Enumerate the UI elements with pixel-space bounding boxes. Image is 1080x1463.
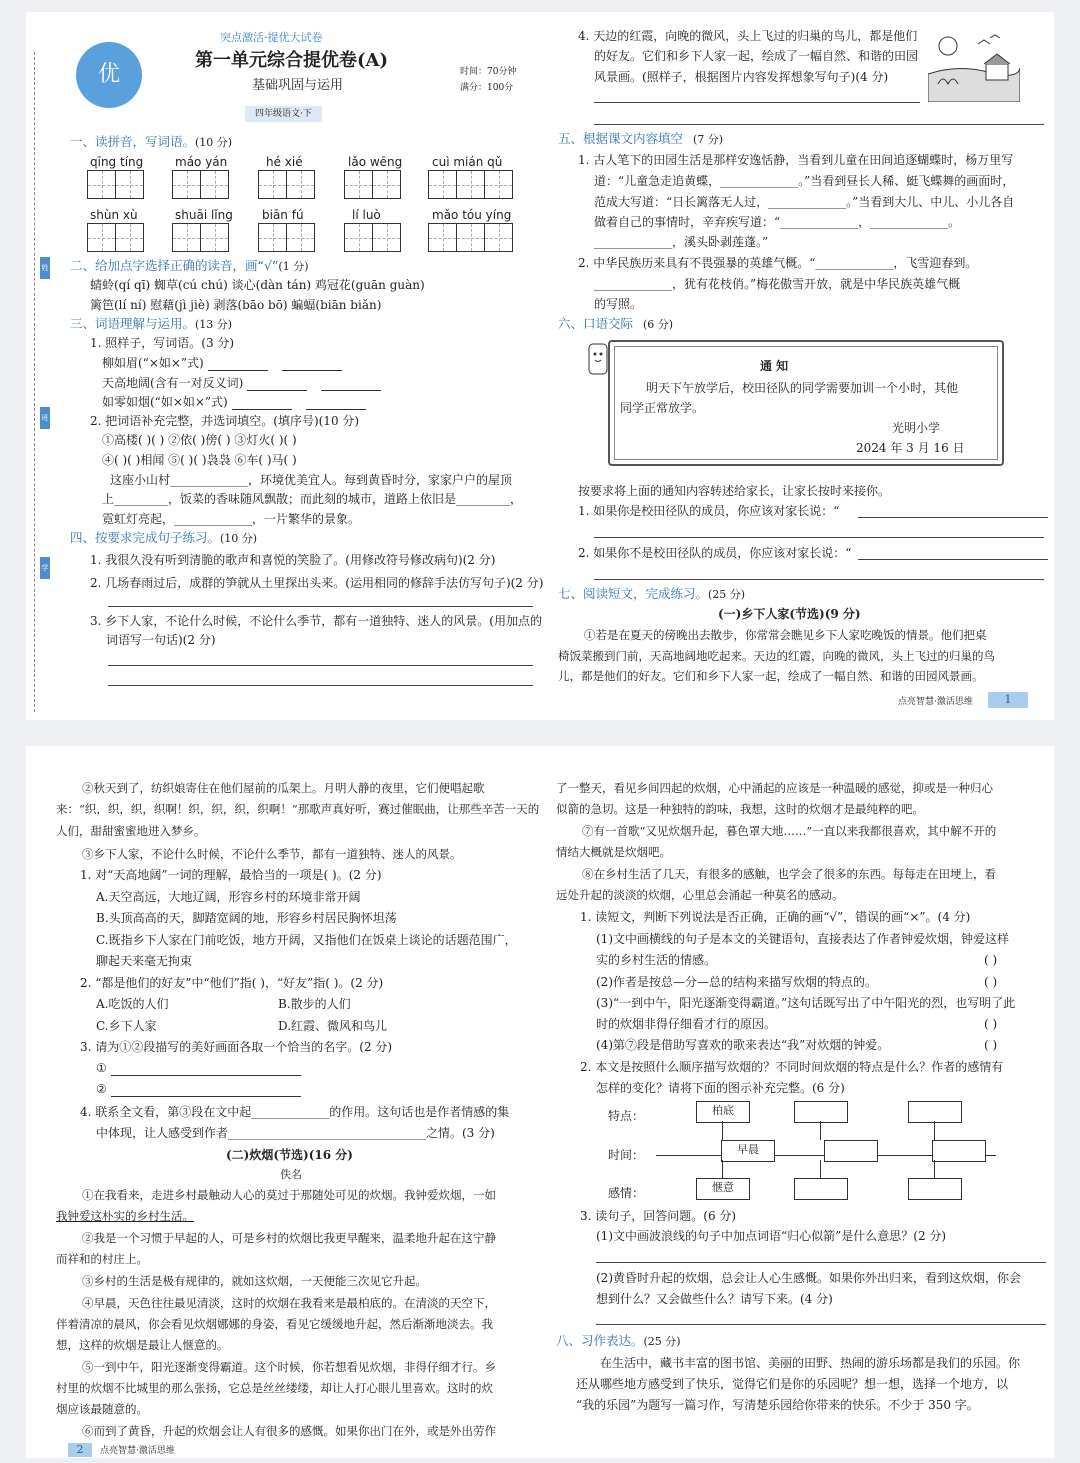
s4-q2: 2. 几场春雨过后，成群的笋就从土里探出头来。(运用相同的修辞手法仿写句子)(2 分): [90, 576, 544, 590]
p1-q4-line-2[interactable]: 中体现，让人感受到作者_________________________________之情。(3 分): [96, 1126, 495, 1140]
s4-q4: 4. 天边的红霞，向晚的微风，头上飞过的归巢的鸟儿，都是他们: [578, 29, 918, 43]
pinyin-1: qīng tíng: [90, 155, 144, 169]
answer-line[interactable]: [594, 579, 1044, 580]
side-tag-class: 班级: [40, 407, 50, 429]
header-badge: 突点激活·提优大试卷: [220, 31, 323, 44]
passage-2-b5-line-1: ⑤一到中午，阳光逐渐变得霸道。这个时候，你若想看见炊烟，非得仔细才行。乡: [82, 1360, 496, 1374]
answer-grid-3[interactable]: [258, 170, 314, 199]
s8-line-2: 还从哪些地方感受到了快乐，觉得它们是你的乐园呢？想一想，选择一个地方，以: [576, 1377, 1009, 1391]
p1-q1-option-b[interactable]: B.头顶高高的天，脚踏宽阔的地，形容乡村居民胸怀坦荡: [96, 911, 397, 925]
s3-q1a: 柳如眉(“×如×”式): [102, 355, 342, 371]
p1-q1-option-c-cont: 聊起天来毫无拘束: [96, 954, 193, 968]
diagram-box-blank[interactable]: [794, 1178, 848, 1200]
s3-q2c[interactable]: 这座小山村_____________，环境优美宜人。每到黄昏时分，家家户户的屋顶: [110, 473, 513, 487]
passage-1-p2-line-3: 人们，甜甜蜜蜜地进入梦乡。: [56, 824, 206, 838]
s5-line-7[interactable]: _____________，犹有花枝俏。”梅花傲雪开放，就是中华民族英雄气概: [594, 277, 961, 291]
passage-2-b6-line-3: 似箭的急切。这是一种独特的韵味，我想，这时的炊烟才是最纯粹的吧。: [556, 802, 924, 816]
answer-grid-6[interactable]: [87, 223, 143, 252]
passage-1-line-3: 儿，都是他们的好友。它们和乡下人家一起，绘成了一幅自然、和谐的田园风景画。: [558, 669, 984, 683]
exam-page-2: [26, 746, 1054, 1458]
p2-q1-item-2: (2)作者是按总—分—总的结构来描写炊烟的特点的。: [596, 975, 877, 989]
page-number: 1: [988, 692, 1028, 708]
p1-q2-option-a[interactable]: A.吃饭的人们: [96, 997, 169, 1011]
p2-q1: 1. 读短文，判断下列说法是否正确，正确的画“√”，错误的画“×”。(4 分): [580, 910, 971, 924]
diagram-label-time: 时间：: [608, 1148, 645, 1162]
passage-1-line-1: ①若是在夏天的傍晚出去散步，你常常会瞧见乡下人家吃晚饭的情景。他们把桌: [584, 628, 987, 642]
pinyin-7: shuāi lǐng: [175, 208, 233, 222]
passage-1-line-2: 椅饭菜搬到门前，天高地阔地吃起来。天边的红霞，向晚的微风，头上飞过的归巢的鸟: [558, 649, 995, 663]
diagram-label-feature: 特点：: [608, 1109, 645, 1123]
page2-left-column: [56, 746, 540, 1458]
judgement-blank[interactable]: ( ): [984, 1038, 998, 1052]
p2-q1-item-1: (1)文中画横线的句子是本文的关键语句，直接表达了作者钟爱炊烟，钟爱这样: [596, 932, 1010, 946]
pinyin-9: lí luò: [352, 208, 381, 222]
p1-q2: 2. “都是他们的好友”中“他们”指( )，“好友”指( )。(2 分): [80, 976, 384, 990]
diagram-box-feeling-1: 惬意: [696, 1178, 750, 1200]
countryside-illustration: [928, 24, 1020, 102]
s3-q2a[interactable]: ①高楼( )( ) ②依( )傍( ) ③灯火( )( ): [102, 433, 297, 447]
exam-score: 满分：100分: [460, 83, 514, 93]
s5-line-2[interactable]: 道：“儿童急走追黄蝶，_____________。”当看到昼长人稀、蜓飞蝶舞的画面时，: [594, 174, 1015, 188]
p1-q2-option-b[interactable]: B.散步的人们: [278, 997, 351, 1011]
passage-2-b6-line-2: 了一整天，看见乡间四起的炊烟，心中涌起的应该是一种温暖的感觉，抑或是一种归心: [556, 781, 993, 795]
passage-2-b2-line-1: ②我是一个习惯于早起的人，可是乡村的炊烟比我更早醒来，温柔地升起在这宁静: [82, 1231, 496, 1245]
s3-q1c: 如零如烟(“如×如×”式): [102, 394, 366, 410]
notice-sign: 光明小学: [892, 421, 941, 435]
passage-2-b5-line-2: 村里的炊烟不比城里的那么张扬，它总是丝丝缕缕，却让人打心眼儿里喜欢。这时的炊: [56, 1381, 493, 1395]
s4-q3b: 词语写一句话)(2 分): [106, 633, 216, 647]
p1-q1-option-a[interactable]: A.天空高远，大地辽阔，形容乡村的环境非常开阔: [96, 890, 361, 904]
section-3-heading: 三、词语理解与运用。(13 分): [70, 316, 233, 331]
page-title: 第一单元综合提优卷(A): [195, 50, 388, 71]
pinyin-6: shùn xù: [90, 208, 138, 222]
answer-grid-1[interactable]: [87, 170, 143, 199]
notice-body-2: 同学正常放学。: [620, 401, 705, 415]
answer-line[interactable]: [108, 665, 533, 666]
judgement-blank[interactable]: ( ): [984, 975, 998, 989]
diagram-box-blank[interactable]: [824, 1140, 878, 1162]
p1-q1: 1. 对“天高地阔”一词的理解，最恰当的一项是( )。(2 分): [80, 868, 382, 882]
s3-q2b[interactable]: ④( )( )相闻 ⑤( )( )袅袅 ⑥车( )马( ): [102, 453, 297, 467]
passage-2-title: (二)炊烟(节选)(16 分): [226, 1148, 353, 1162]
answer-line[interactable]: [594, 124, 1044, 125]
page-number: 2: [68, 1443, 92, 1457]
passage-2-b1-line-1: ①在我看来，走进乡村最触动人心的莫过于那随处可见的炊烟。我钟爱炊烟，一如: [82, 1188, 496, 1202]
diagram-box-blank[interactable]: [908, 1101, 962, 1123]
grade-tab: 四年级语文·下: [245, 106, 322, 122]
passage-2-b3: ③乡村的生活是极有规律的，就如这炊烟，一天便能三次见它升起。: [82, 1274, 427, 1288]
notice-date: 2024 年 3 月 16 日: [856, 441, 965, 455]
page1-left-column: [70, 12, 545, 720]
answer-line[interactable]: [858, 517, 1048, 518]
passage-2-b4-line-1: ④早晨，天色往往最见清淡，这时的炊烟在我看来是最柏底的。在清淡的天空下，: [82, 1296, 496, 1310]
section-2-heading: 二、给加点字选择正确的读音，画“√”(1 分): [70, 258, 309, 273]
answer-line[interactable]: [108, 685, 533, 686]
p1-q3-a[interactable]: ①: [96, 1060, 301, 1076]
p2-q1-item-3: (3)“一到中午，阳光逐渐变得霸道。”这句话既写出了中午阳光的烈，也写明了此: [596, 996, 1016, 1010]
section-8-heading: 八、习作表达。(25 分): [556, 1333, 681, 1348]
passage-2-b6-line-1: ⑥而到了黄昏，升起的炊烟会让人有很多的感慨。如果你出门在外，或是外出劳作: [82, 1424, 496, 1438]
answer-grid-10[interactable]: [428, 223, 512, 252]
s3-q1: 1. 照样子，写词语。(3 分): [90, 336, 235, 350]
section-2-line-2[interactable]: 篱笆(lí ní) 慰藉(jì jiè) 剥落(bāo bō) 蝙蝠(biān biǎn): [90, 298, 382, 312]
judgement-blank[interactable]: ( ): [984, 1017, 998, 1031]
p1-q1-option-c[interactable]: C.既指乡下人家在门前吃饭，地方开阔，又指他们在饭桌上谈论的话题范围广，: [96, 933, 517, 947]
passage-2-b8-line-2: 远处升起的淡淡的炊烟，心里总会涌起一种莫名的感动。: [556, 888, 844, 902]
page-subtitle: 基础巩固与运用: [252, 78, 344, 93]
diagram-box-blank[interactable]: [932, 1140, 986, 1162]
exam-time: 时间：70分钟: [460, 67, 517, 77]
answer-grid-4[interactable]: [344, 170, 400, 199]
passage-2-b1-line-2: 我钟爱这朴实的乡村生活。: [56, 1209, 194, 1223]
p2-q3-2: (2)黄昏时升起的炊烟，总会让人心生感慨。如果你外出归来，看到这炊烟，你会: [596, 1271, 1022, 1285]
p2-q1-item-3-cont: 时的炊烟非得仔细看才行的原因。: [596, 1017, 777, 1031]
smoke-flow-diagram: [556, 1096, 1050, 1206]
pinyin-8: biān fú: [262, 208, 304, 222]
passage-2-author: 佚名: [280, 1168, 302, 1181]
footer-brand: 点亮智慧·激活思维: [898, 697, 973, 707]
s6-q1: 1. 如果你是校田径队的成员，你应该对家长说：“: [578, 504, 840, 518]
answer-line[interactable]: [596, 1262, 1046, 1263]
answer-line[interactable]: [594, 102, 920, 103]
s5-line-6[interactable]: 2. 中华民族历来具有不畏强暴的英雄气概。“_____________，飞雪迎春到。: [578, 256, 978, 270]
footer-brand: 点亮智慧·激活思维: [100, 1446, 175, 1456]
s3-q2d[interactable]: 上_________，饭菜的香味随风飘散；而此刻的城市，道路上依旧是_________，: [102, 492, 523, 506]
s3-q2: 2. 把词语补充完整，并选词填空。(填序号)(10 分): [90, 414, 360, 428]
p2-q3-1: (1)文中画波浪线的句子中加点词语“归心似箭”是什么意思？(2 分): [596, 1229, 947, 1243]
section-4-heading: 四、按要求完成句子练习。(10 分): [70, 530, 258, 545]
s4-q4c: 风景画。(照样子，根据图片内容发挥想象写句子)(4 分): [594, 70, 889, 84]
s4-q1: 1. 我很久没有听到清脆的歌声和喜悦的笑脸了。(用修改符号修改病句)(2 分): [90, 553, 496, 567]
judgement-blank[interactable]: ( ): [984, 953, 998, 967]
passage-1-p2-line-2: 来：“织，织，织，织啊！织，织，织，织啊！”那歌声真好听，赛过催眠曲，让那些辛苦一天的: [56, 802, 540, 816]
page1-right-column: [558, 12, 1048, 720]
side-binding-strip: [26, 12, 56, 720]
p1-q3-b[interactable]: ②: [96, 1081, 301, 1097]
notice-body-1: 明天下午放学后，校田径队的同学需要加训一个小时，其他: [646, 381, 959, 395]
diagram-box-blank[interactable]: [908, 1178, 962, 1200]
s8-line-3: “我的乐园”为题写一篇习作，写清楚乐园给你带来的快乐。不少于 350 字。: [576, 1398, 979, 1412]
s6-instruction: 按要求将上面的通知内容转述给家长，让家长按时来接你。: [578, 484, 891, 498]
passage-1-p3: ③乡下人家，不论什么时候，不论什么季节，都有一道独特、迷人的风景。: [82, 847, 462, 861]
passage-2-b5-line-3: 烟应该最随意的。: [56, 1402, 148, 1416]
answer-grid-5[interactable]: [428, 170, 512, 199]
passage-1-title: (一)乡下人家(节选)(9 分): [718, 607, 861, 621]
s5-line-8: 的写照。: [594, 297, 643, 311]
pinyin-3: hé xié: [266, 155, 303, 169]
p2-q3-2-cont: 想到什么？又会做些什么？请写下来。(4 分): [596, 1292, 833, 1306]
s6-q2: 2. 如果你不是校田径队的成员，你应该对家长说：“: [578, 546, 852, 560]
s5-line-3[interactable]: 范成大写道：“日长篱落无人过，_____________。”当看到大儿、中儿、小儿各自: [594, 195, 1015, 209]
p2-q2-line-2: 怎样的变化？请将下面的图示补充完整。(6 分): [596, 1081, 845, 1095]
passage-2-b4-line-3: 想，这样的炊烟是最让人惬意的。: [56, 1338, 229, 1352]
p2-q1-item-4: (4)第⑦段是借助写喜欢的歌来表达“我”对炊烟的钟爱。: [596, 1038, 890, 1052]
p2-q1-item-1-cont: 实的乡村生活的情感。: [596, 953, 717, 967]
answer-grid-8[interactable]: [258, 223, 314, 252]
pinyin-2: máo yán: [175, 155, 228, 169]
s8-line-1: 在生活中，藏书丰富的图书馆、美丽的田野、热闹的游乐场都是我们的乐园。你: [600, 1356, 1021, 1370]
p2-q3: 3. 读句子，回答问题。(6 分): [580, 1209, 737, 1223]
answer-line[interactable]: [108, 606, 533, 607]
s5-line-5[interactable]: _____________，溪头卧剥莲蓬。”: [594, 235, 769, 249]
section-5-heading: 五、根据课文内容填空 (7 分): [558, 131, 724, 146]
passage-2-b2-line-2: 而祥和的村庄上。: [56, 1252, 148, 1266]
passage-2-b7-line-1: ⑦有一首歌“又见炊烟升起，暮色罩大地……”一直以来我都很喜欢，其中解不开的: [582, 824, 997, 838]
side-tag-number: 学号: [40, 557, 50, 579]
s4-q4b: 的好友。它们和乡下人家一起，绘成了一幅自然、和谐的田园: [594, 49, 919, 63]
p1-q4-line-1[interactable]: 4. 联系全文看，第③段在文中起_____________的作用。这句话也是作者情感的集: [80, 1105, 510, 1119]
passage-1-p2-line-1: ②秋天到了，纺织娘寄住在他们屋前的瓜架上。月明人静的夜里，它们便唱起歌: [82, 781, 485, 795]
section-1-heading: 一、读拼音，写词语。(10 分): [70, 134, 233, 149]
section-7-heading: 七、阅读短文，完成练习。(25 分): [558, 586, 746, 601]
answer-line[interactable]: [858, 559, 1048, 560]
emblem-badge: 优: [76, 42, 142, 108]
cartoon-character-icon: [586, 340, 610, 380]
answer-grid-7[interactable]: [172, 223, 228, 252]
p1-q2-option-c[interactable]: C.乡下人家: [96, 1019, 157, 1033]
passage-2-b4-line-2: 伴着清凉的晨风，你会看见炊烟娜娜的身姿，看见它缓缓地升起，然后渐渐地淡去。我: [56, 1317, 493, 1331]
s5-line-1: 1. 古人笔下的田园生活是那样安逸恬静，当看到儿童在田间追逐蝴蝶时，杨万里写: [578, 153, 1014, 167]
s3-q2e[interactable]: 霓虹灯亮起，_____________，一片繁华的景象。: [102, 512, 361, 526]
exam-page-1: [26, 12, 1054, 720]
section-2-line-1[interactable]: 蜻蛉(qí qī) 蜘草(cú chú) 谈心(dàn tán) 鸡冠花(guān guàn): [90, 278, 425, 292]
diagram-label-feeling: 感情：: [608, 1186, 645, 1200]
answer-line[interactable]: [596, 1324, 1046, 1325]
pinyin-10: mǎo tóu yíng: [432, 208, 512, 222]
passage-2-b8-line-1: ⑧在乡村生活了几天，有很多的感触，也学会了很多的东西。每每走在田埂上，看: [582, 867, 996, 881]
diagram-box-feature-1: 柏底: [696, 1101, 750, 1123]
passage-2-b7-line-2: 情结大概就是炊烟吧。: [556, 845, 671, 859]
diagram-box-blank[interactable]: [794, 1101, 848, 1123]
notice-title: 通 知: [760, 359, 789, 373]
s5-line-4[interactable]: 做着自己的事情时，辛弃疾写道：“_____________，_____________。: [594, 215, 961, 229]
side-tag-name: 姓名: [40, 257, 50, 279]
s4-q3: 3. 乡下人家，不论什么时候，不论什么季节，都有一道独特、迷人的风景。(用加点的: [90, 614, 542, 628]
p2-q2-line-1: 2. 本文是按照什么顺序描写炊烟的？不同时间炊烟的特点是什么？作者的感情有: [580, 1060, 1004, 1074]
pinyin-4: lǎo wēng: [348, 155, 403, 169]
answer-grid-2[interactable]: [172, 170, 228, 199]
s3-q1b: 天高地阔(含有一对反义词): [102, 375, 381, 391]
answer-grid-9[interactable]: [344, 223, 400, 252]
section-6-heading: 六、口语交际 (6 分): [558, 316, 674, 331]
p1-q3: 3. 请为①②段描写的美好画面各取一个恰当的名字。(2 分): [80, 1040, 393, 1054]
page2-right-column: [556, 746, 1050, 1458]
p1-q2-option-d[interactable]: D.红霞、微风和鸟儿: [278, 1019, 388, 1033]
answer-line[interactable]: [594, 537, 1044, 538]
diagram-box-time-1: 早晨: [721, 1140, 775, 1162]
notice-scroll: [608, 340, 1004, 466]
pinyin-5: cuì mián qǔ: [432, 155, 503, 169]
